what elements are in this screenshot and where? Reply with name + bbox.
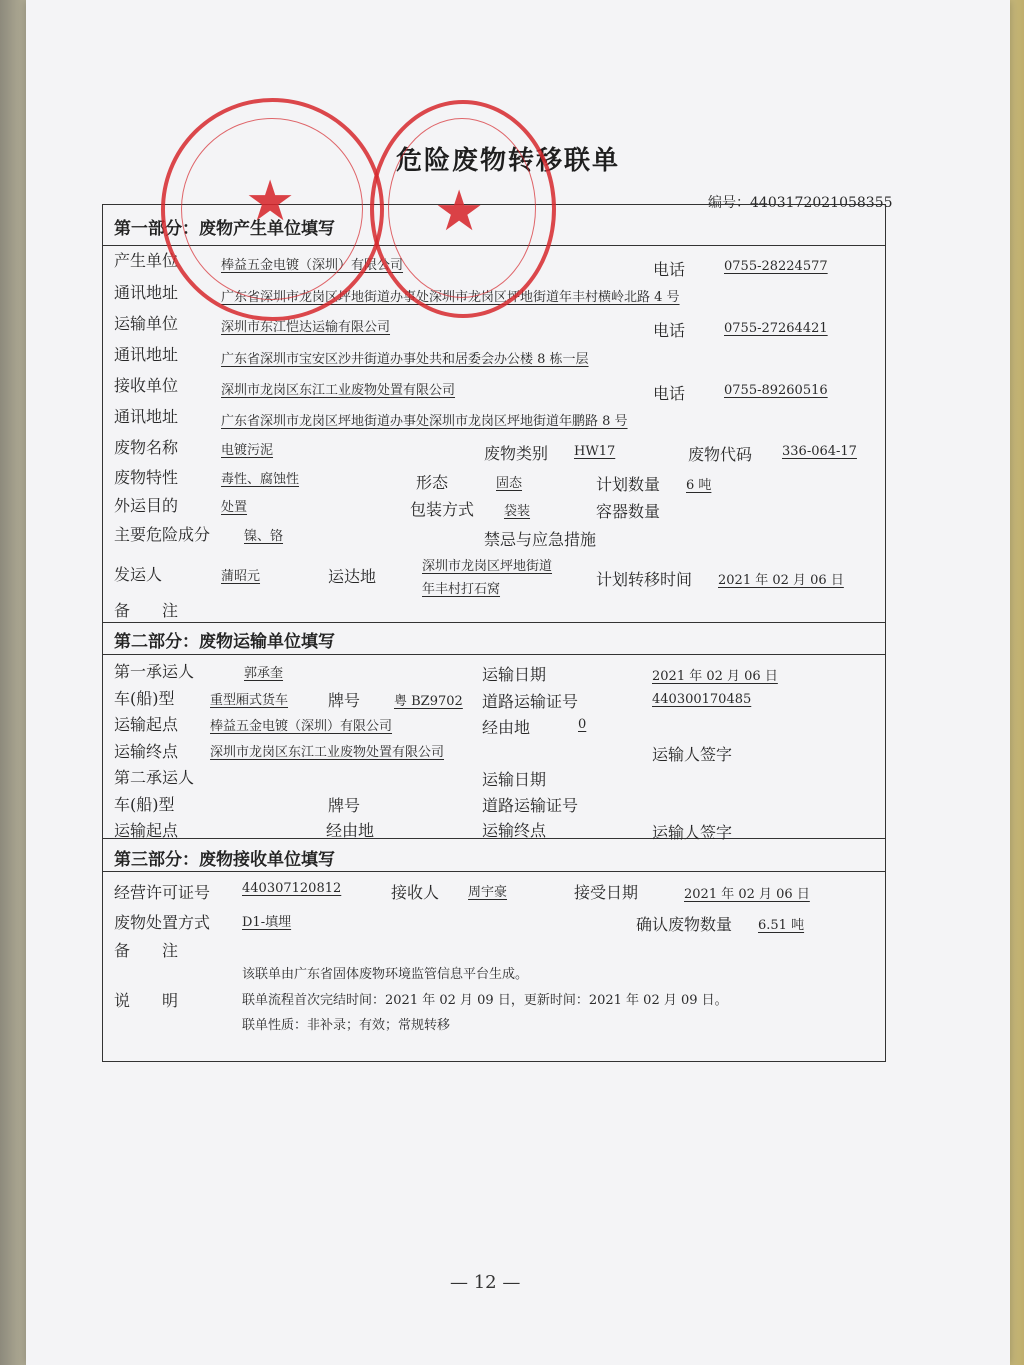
phone-label: 电话: [653, 384, 686, 403]
plan-quantity-value: 6 吨: [686, 478, 712, 493]
transport-end-label: 运输终点: [114, 742, 179, 761]
divider: [102, 654, 886, 655]
hazard-component-value: 镍、铬: [244, 529, 284, 544]
destination-value-line2: 年丰村打石窝: [422, 582, 501, 597]
transport-start-label: 运输起点: [114, 715, 179, 734]
second-carrier-label: 第二承运人: [114, 768, 195, 787]
waste-code-value: 336-064-17: [782, 444, 857, 459]
shipper-label: 发运人: [114, 565, 163, 584]
section-part2-title: 第二部分：废物运输单位填写: [114, 632, 335, 652]
transport-end-label: 运输终点: [482, 821, 547, 840]
address-value: 广东省深圳市宝安区沙井街道办事处共和居委会办公楼 8 栋一层: [221, 352, 589, 367]
waste-property-value: 毒性、腐蚀性: [221, 472, 300, 487]
waste-name-label: 废物名称: [114, 438, 179, 457]
waste-category-value: HW17: [574, 444, 616, 459]
phone-label: 电话: [653, 260, 686, 279]
company-seal-stamp: [370, 100, 556, 318]
first-carrier-value: 郭承奎: [244, 666, 284, 681]
receiver-label: 接收单位: [114, 376, 179, 395]
transport-date-label: 运输日期: [482, 770, 547, 789]
section-part3-title: 第三部分：废物接收单位填写: [114, 850, 335, 870]
shipper-value: 蒲昭元: [221, 569, 261, 584]
note-line-2: 联单流程首次完结时间：2021 年 02 月 09 日，更新时间：2021 年 02 月 09 日。: [242, 993, 728, 1008]
form-value: 固态: [496, 476, 523, 491]
license-value: 440307120812: [242, 881, 342, 896]
carrier-signature-label: 运输人签字: [652, 823, 733, 842]
explain-label: 说 明: [114, 991, 179, 1010]
vehicle-type-label: 车(船)型: [114, 689, 175, 708]
remark-label: 备 注: [114, 601, 179, 620]
plan-time-label: 计划转移时间: [596, 570, 693, 589]
page-number: — 12 —: [450, 1272, 521, 1293]
waste-name-value: 电镀污泥: [221, 443, 274, 458]
divider: [102, 622, 886, 623]
transport-start-value: 棒益五金电镀（深圳）有限公司: [210, 719, 393, 734]
transporter-value: 深圳市东江恺达运输有限公司: [221, 320, 391, 335]
address-label: 通讯地址: [114, 407, 179, 426]
via-label: 经由地: [482, 718, 531, 737]
package-value: 袋装: [504, 504, 531, 519]
waste-property-label: 废物特性: [114, 468, 179, 487]
receiver-value: 深圳市龙岗区东江工业废物处置有限公司: [221, 383, 456, 398]
phone-label: 电话: [653, 321, 686, 340]
first-carrier-label: 第一承运人: [114, 662, 195, 681]
plate-value: 粤 BZ9702: [394, 694, 463, 709]
document-page: [26, 0, 1010, 1365]
purpose-value: 处置: [221, 500, 248, 515]
license-label: 经营许可证号: [114, 883, 211, 902]
confirm-quantity-label: 确认废物数量: [636, 915, 733, 934]
disposal-method-label: 废物处置方式: [114, 913, 211, 932]
vehicle-type-label: 车(船)型: [114, 795, 175, 814]
form-label: 形态: [416, 473, 449, 492]
note-line-3: 联单性质：非补录；有效；常规转移: [242, 1018, 451, 1033]
transport-date-value: 2021 年 02 月 06 日: [652, 669, 778, 684]
phone-value: 0755-89260516: [724, 383, 828, 398]
address-label: 通讯地址: [114, 283, 179, 302]
plate-label: 牌号: [328, 691, 361, 710]
transport-start-label: 运输起点: [114, 821, 179, 840]
producer-label: 产生单位: [114, 251, 179, 270]
plan-quantity-label: 计划数量: [596, 475, 661, 494]
phone-value: 0755-28224577: [724, 259, 828, 274]
address-value: 广东省深圳市龙岗区坪地街道办事处深圳市龙岗区坪地街道年丰村横岭北路 4 号: [221, 290, 680, 305]
via-label: 经由地: [326, 821, 375, 840]
package-label: 包装方式: [410, 500, 475, 519]
container-count-label: 容器数量: [596, 502, 661, 521]
destination-value-line1: 深圳市龙岗区坪地街道: [422, 559, 553, 574]
seal-star-icon: ★: [245, 169, 296, 234]
via-value: 0: [578, 717, 587, 732]
transport-date-label: 运输日期: [482, 665, 547, 684]
hazard-component-label: 主要危险成分: [114, 525, 211, 544]
receiver-person-label: 接收人: [391, 883, 440, 902]
waste-category-label: 废物类别: [484, 444, 549, 463]
note-line-1: 该联单由广东省固体废物环境监管信息平台生成。: [242, 967, 529, 982]
address-value: 广东省深圳市龙岗区坪地街道办事处深圳市龙岗区坪地街道年鹏路 8 号: [221, 414, 628, 429]
waste-code-label: 废物代码: [688, 445, 753, 464]
seal-star-icon: ★: [434, 179, 485, 244]
purpose-label: 外运目的: [114, 496, 179, 515]
receive-date-label: 接受日期: [574, 883, 639, 902]
taboo-measures-label: 禁忌与应急措施: [484, 530, 597, 549]
transporter-label: 运输单位: [114, 314, 179, 333]
road-permit-label: 道路运输证号: [482, 796, 579, 815]
transport-end-value: 深圳市龙岗区东江工业废物处置有限公司: [210, 745, 445, 760]
vehicle-type-value: 重型厢式货车: [210, 693, 289, 708]
destination-label: 运达地: [328, 567, 377, 586]
receiver-person-value: 周宇豪: [468, 885, 508, 900]
receive-date-value: 2021 年 02 月 06 日: [684, 887, 810, 902]
road-permit-value: 440300170485: [652, 692, 752, 707]
serial-number: 编号：4403172021058355: [708, 195, 893, 211]
phone-value: 0755-27264421: [724, 321, 828, 336]
remark-label: 备 注: [114, 941, 179, 960]
company-seal-stamp: [161, 98, 384, 321]
plan-time-value: 2021 年 02 月 06 日: [718, 573, 844, 588]
carrier-signature-label: 运输人签字: [652, 745, 733, 764]
disposal-method-value: D1-填埋: [242, 915, 292, 930]
divider: [102, 871, 886, 872]
document-title: 危险废物转移联单: [396, 146, 621, 176]
producer-value: 棒益五金电镀（深圳）有限公司: [221, 258, 404, 273]
plate-label: 牌号: [328, 796, 361, 815]
confirm-quantity-value: 6.51 吨: [758, 918, 805, 933]
road-permit-label: 道路运输证号: [482, 692, 579, 711]
section-part1-title: 第一部分：废物产生单位填写: [114, 219, 335, 239]
address-label: 通讯地址: [114, 345, 179, 364]
